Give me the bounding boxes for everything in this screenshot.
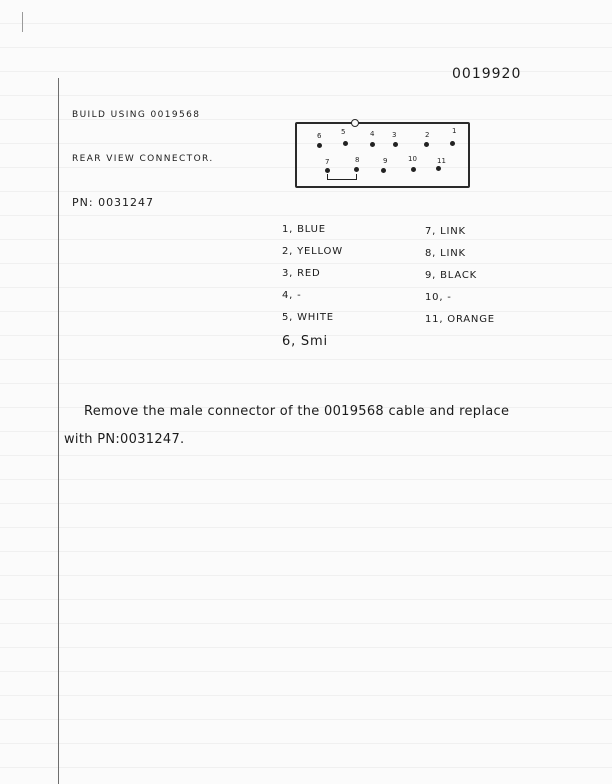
pin-number: 1 <box>452 127 457 135</box>
pin-number: 6 <box>317 132 322 140</box>
instruction-note <box>64 398 584 454</box>
pin-assignment: 8, LINK <box>425 248 466 259</box>
pin-dot <box>370 142 375 147</box>
margin-line <box>58 78 59 784</box>
pin-assignment: 6, Smi <box>282 334 328 349</box>
page-edge-mark <box>22 12 23 32</box>
rear-view-label: REAR VIEW CONNECTOR. <box>72 154 214 164</box>
pin-dot <box>424 142 429 147</box>
document-number: 0019920 <box>452 66 522 82</box>
pin-dot <box>450 141 455 146</box>
pin-number: 11 <box>437 157 446 165</box>
pin-number: 4 <box>370 130 375 138</box>
part-number: PN: 0031247 <box>72 196 155 209</box>
pin-number: 7 <box>325 158 330 166</box>
connector-key-notch <box>351 119 359 127</box>
pin-assignment: 11, ORANGE <box>425 314 495 325</box>
pin-number: 3 <box>392 131 397 139</box>
pin-assignment: 1, BLUE <box>282 224 326 235</box>
pin-number: 5 <box>341 128 346 136</box>
pin-dot <box>381 168 386 173</box>
pin-dot <box>393 142 398 147</box>
pin-dot <box>411 167 416 172</box>
note-line: with PN:0031247. <box>64 432 185 447</box>
pin-number: 2 <box>425 131 430 139</box>
pin-assignment: 3, RED <box>282 268 321 279</box>
link-jumper-7-8 <box>327 174 357 180</box>
note-line: Remove the male connector of the 0019568 cable and replace <box>84 404 510 419</box>
build-instruction: BUILD USING 0019568 <box>72 110 201 120</box>
pin-dot <box>325 168 330 173</box>
pin-assignment: 7, LINK <box>425 226 466 237</box>
pin-assignment: 4, - <box>282 290 302 301</box>
pin-number: 8 <box>355 156 360 164</box>
pin-number: 10 <box>408 155 417 163</box>
pin-assignment: 2, YELLOW <box>282 246 343 257</box>
pin-dot <box>343 141 348 146</box>
pin-assignment: 10, - <box>425 292 452 303</box>
pin-dot <box>317 143 322 148</box>
pin-assignment: 5, WHITE <box>282 312 334 323</box>
pin-dot <box>436 166 441 171</box>
pin-number: 9 <box>383 157 388 165</box>
pin-dot <box>354 167 359 172</box>
pin-assignment: 9, BLACK <box>425 270 477 281</box>
